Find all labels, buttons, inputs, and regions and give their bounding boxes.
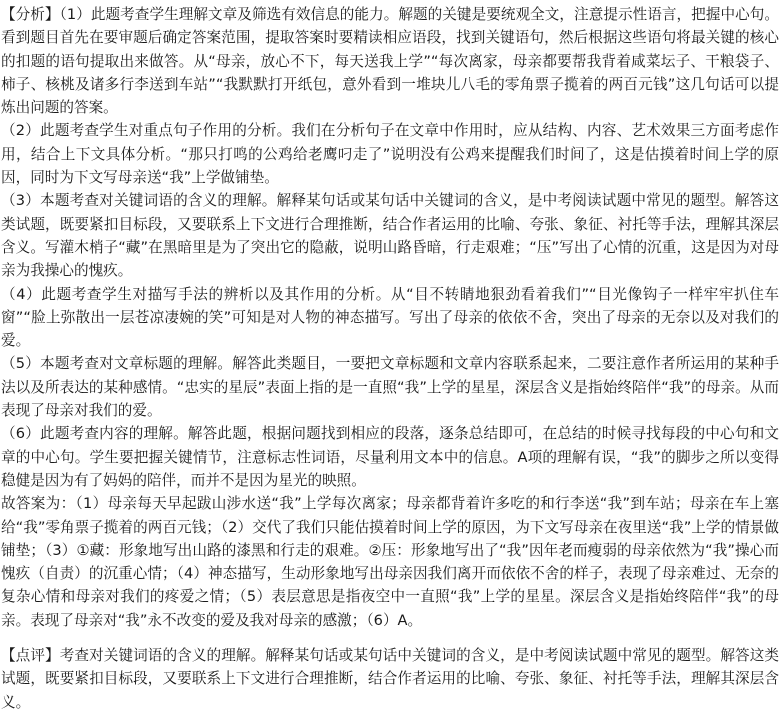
analysis-paragraph-3: （3）本题考查对关键词语的含义的理解。解释某句话或某句话中关键词的含义，是中考阅读试题中常见的题型。解答这类试题，既要紧扣目标段，又要联系上下文进行合理推断，结合作者运用的比喻、夸张、象征、衬托等手法，理解其深层含义。写灌木梢子“藏”在黑暗里是为了突出它的隐蔽，说明山路昏暗，行走艰难；“压”写出了心情的沉重，这是因为对母亲为我操心的愧疚。 — [1, 192, 779, 280]
answer-paragraph: 故答案为：（1）母亲每天早起跋山涉水送“我”上学每次离家；母亲都背着许多吃的和行李送“我”到车站；母亲在车上塞给“我”零角票子揽着的两百元钱；（2）交代了我们只能估摸着时间上学的原因，为下文写母亲在夜里送“我”上学的情景做铺垫；（3）①藏：形象地写出山路的漆黑和行走的艰难。②压：形象地写出了“我”因年老而瘦弱的母亲依然为“我”操心而愧疚（自责）的沉重心情；（4）神态描写，生动形象地写出母亲因我们离开而依依不舍的样子，表现了母亲难过、无奈的复杂心情和母亲对我们的疼爱之情；（5）表层意思是指夜空中一直照“我”上学的星星。深层含义是指始终陪伴“我”的母亲。表现了母亲对“我”永不改变的爱及我对母亲的感激；（6）A。 — [1, 495, 779, 629]
comment-paragraph: 【点评】考查对关键词语的含义的理解。解释某句话或某句话中关键词的含义，是中考阅读试题中常见的题型。解答这类试题，既要紧扣目标段，又要联系上下文进行合理推断，结合作者运用的比喻、夸张、象征、衬托等手法，理解其深层含义。 — [1, 647, 779, 711]
analysis-paragraph-5: （5）本题考查对文章标题的理解。解答此类题目，一要把文章标题和文章内容联系起来，二要注意作者所运用的某种手法以及所表达的某种感情。“忠实的星辰”表面上指的是一直照“我”上学的星星，深层含义是指始终陪伴“我”的母亲。从而表现了母亲对我们的爱。 — [1, 355, 779, 420]
analysis-paragraph-1: 【分析】（1）此题考查学生理解文章及筛选有效信息的能力。解题的关键是要统观全文，注意提示性语言，把握中心句。看到题目首先在要审题后确定答案范围，提取答案时要精读相应语段，找到关键语句，然后根据这些语句将最关键的核心的扣题的语句提取出来做答。从“母亲，放心不下，每天送我上学”“每次离家，母亲都要帮我背着咸菜坛子、干粮袋子、柿子、核桃及诸多行李送到车站”“我默默打开纸包，意外看到一堆块儿八毛的零角票子揽着的两百元钱”这几句话可以提炼出问题的答案。 — [1, 6, 779, 117]
analysis-paragraph-6: （6）此题考查内容的理解。解答此题，根据问题找到相应的段落，逐条总结即可，在总结的时候寻找每段的中心句和文章的中心句。学生要把握关键情节，注意标志性词语，尽量利用文本中的信息。A项的理解有误，“我”的脚步之所以变得稳健是因为有了妈妈的陪伴，而并不是因为星光的映照。 — [1, 425, 779, 489]
analysis-paragraph-2: （2）此题考查学生对重点句子作用的分析。我们在分析句子在文章中作用时，应从结构、内容、艺术效果三方面考虑作用，结合上下文具体分析。“那只打鸣的公鸡给老鹰叼走了”说明没有公鸡来提醒我们时间了，这是估摸着时间上学的原因，同时为下文写母亲送“我”上学做铺垫。 — [1, 122, 779, 187]
analysis-paragraph-4: （4）此题考查学生对描写手法的辨析以及其作用的分析。从“目不转睛地狠劲看着我们”“目光像钩子一样牢牢扒住车窗”“脸上弥散出一层苍凉凄婉的笑”可知是对人物的神态描写。写出了母亲的依依不舍，突出了母亲的无奈以及对我们的爱。 — [1, 285, 779, 350]
section-spacer — [1, 632, 779, 644]
